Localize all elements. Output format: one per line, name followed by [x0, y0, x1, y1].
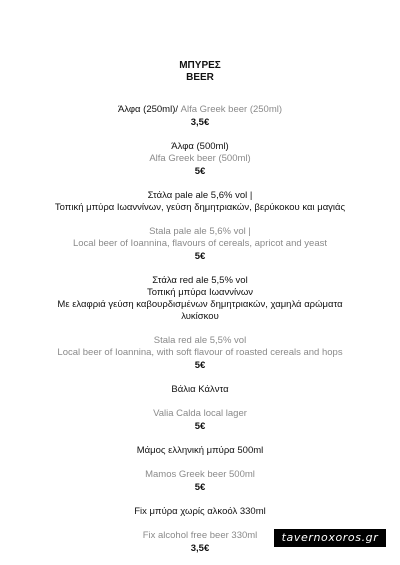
item-price: 5€: [194, 251, 206, 262]
item-description-greek-cont: λυκίσκου: [181, 311, 219, 322]
item-price: 5€: [194, 421, 206, 432]
menu-item-stala-pale-ale: [0, 190, 400, 263]
section-header: [0, 60, 400, 84]
beer-list: [0, 104, 400, 555]
item-name-english: Alfa Greek beer (250ml): [178, 104, 283, 115]
item-name-english: Stala pale ale 5,6% vol |: [149, 226, 251, 237]
site-watermark: tavernoxoros.gr: [274, 529, 386, 547]
section-title-english: BEER: [186, 72, 214, 83]
item-description-english: Local beer of Ioannina, flavours of cereals, apricot and yeast: [72, 238, 327, 249]
menu-item-alfa-250: [0, 104, 400, 129]
item-name-greek: Fix μπύρα χωρίς αλκοόλ 330ml: [134, 506, 266, 517]
item-name-greek: Μάμος ελληνική μπύρα 500ml: [136, 445, 264, 456]
menu-item-alfa-500: [0, 141, 400, 178]
item-description-greek: Με ελαφριά γεύση καβουρδισμένων δημητριακών, χαμηλά αρώματα: [57, 299, 343, 310]
item-name-greek: Άλφα (500ml): [171, 141, 229, 152]
item-price: 5€: [194, 166, 206, 177]
item-name-greek: Άλφα (250ml)/: [117, 104, 179, 115]
section-title-greek: ΜΠΥΡΕΣ: [179, 60, 221, 71]
item-name-greek: Στάλα pale ale 5,6% vol |: [147, 190, 253, 201]
item-origin-greek: Τοπική μπύρα Ιωαννίνων: [146, 287, 254, 298]
item-name-line: [0, 104, 400, 116]
item-price: 5€: [194, 360, 206, 371]
item-price: 5€: [194, 482, 206, 493]
item-description-greek: Τοπική μπύρα Ιωαννίνων, γεύση δημητριακών, βερύκοκου και μαγιάς: [54, 202, 346, 213]
item-description-english: Local beer of Ioannina, with soft flavour of roasted cereals and hops: [57, 347, 343, 358]
item-name-english: Fix alcohol free beer 330ml: [142, 530, 258, 541]
item-name-greek: Βάλια Κάλντα: [171, 384, 229, 395]
item-name-english: Valia Calda local lager: [153, 408, 247, 419]
item-price: 3,5€: [190, 543, 210, 554]
item-name-english: Stala red ale 5,5% vol: [153, 335, 247, 346]
item-name-english: Alfa Greek beer (500ml): [149, 153, 251, 164]
item-name-greek: Στάλα red ale 5,5% vol: [152, 275, 248, 286]
item-name-english: Mamos Greek beer 500ml: [145, 469, 255, 480]
menu-item-stala-red-ale: [0, 275, 400, 372]
menu-item-mamos: [0, 445, 400, 494]
menu-item-valia-calda: [0, 384, 400, 433]
item-price: 3,5€: [190, 117, 210, 128]
